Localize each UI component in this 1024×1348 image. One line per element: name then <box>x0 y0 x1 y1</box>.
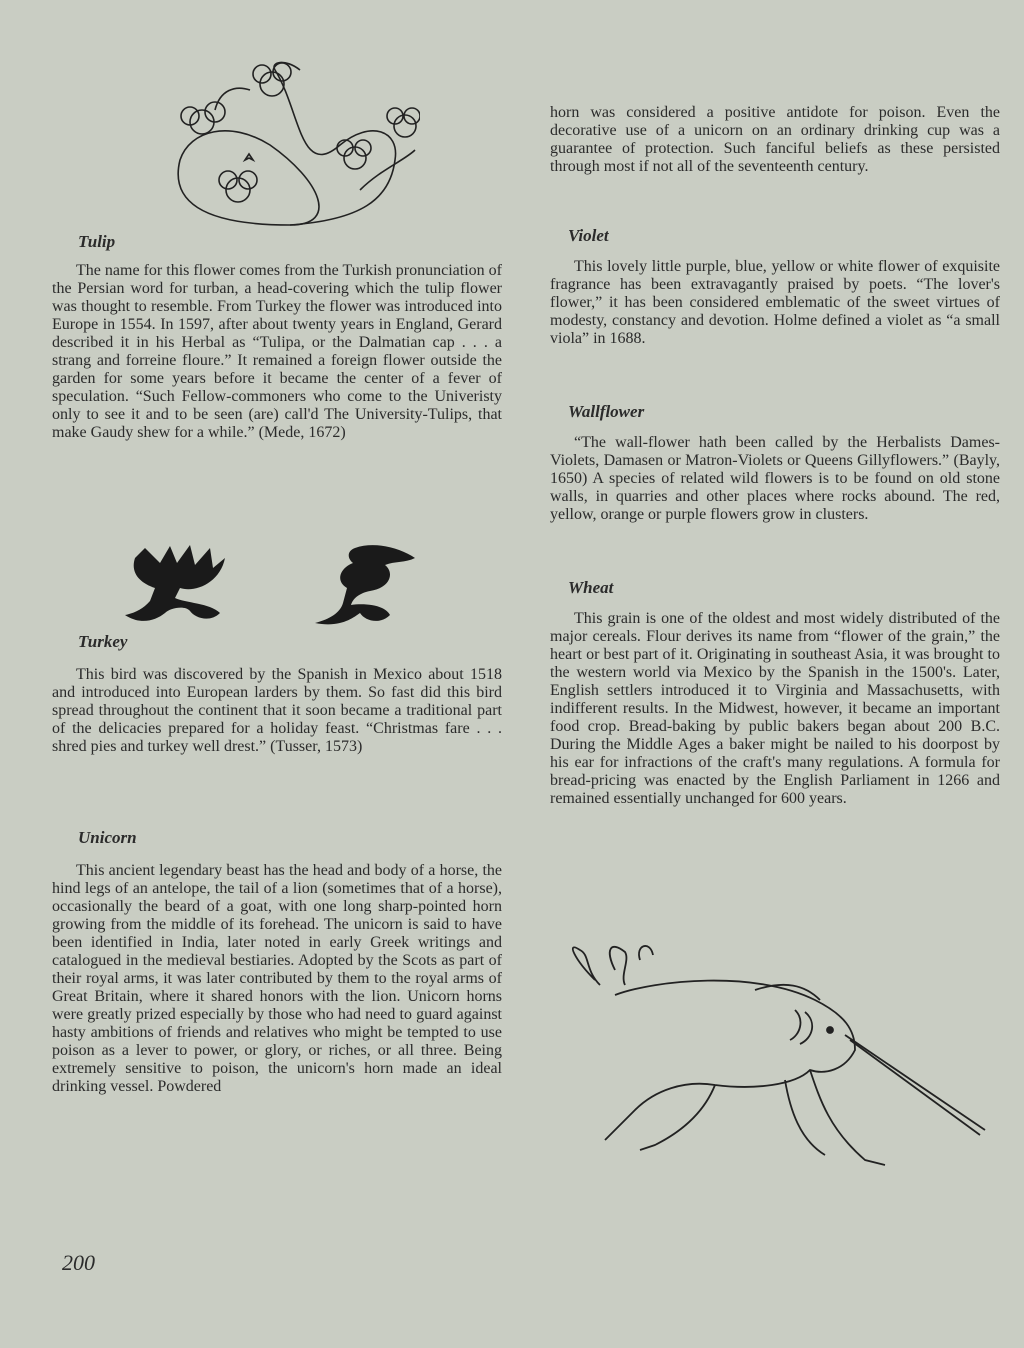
unicorn-body: This ancient legendary beast has the head and body of a horse, the hind legs of an antelope, the tail of a lion (sometimes that of a horse), occasionally the beard of a goat, with one long sharp-pointed horn growing from the middle of its forehead. The unicorn is said to have been identified in India, later noted in early Greek writings and catalogued in the medieval bestiaries. Adopted by the Scots as part of their royal arms, it was later contributed by them to the royal arms of Great Britain, where it shared honors with the lion. Unicorn horns were greatly prized especially by those who had need to guard against hasty ambitions of friends and relatives who might be tempted to use poison as a lever to power, or glory, or riches, or all three. Being extremely sensitive to poison, the unicorn's horn made an ideal drinking vessel. Powdered <box>52 862 502 1095</box>
unicorn-drawing-icon <box>555 940 995 1180</box>
page-number: 200 <box>62 1250 95 1275</box>
violet-body: This lovely little purple, blue, yellow or white flower of exquisite fragrance has been extravagantly praised by poets. “The lover's flower,” it has been considered emblematic of the sweet virtues of modesty, constancy and devotion. Holme defined a violet as “a small viola” in 1688. <box>550 258 1000 347</box>
wallflower-heading: Wallflower <box>568 402 645 421</box>
turkey-ornament-icon <box>115 543 435 633</box>
wheat-body: This grain is one of the oldest and most widely distributed of the major cereals. Flour derives its name from “flower of the grain,” the heart or best part of it. Originating in southeast Asia, it was brought to the western world via Mexico by the Spanish in the 1500's. Later, English settlers introduced it to Virginia and Massachusetts, with indifferent results. In the Midwest, however, it became an important food crop. Bread-baking by public bakers began about 200 B.C. During the Middle Ages a baker might be nailed to his doorpost by his ear for infractions of the craft's many regulations. A formula for bread-pricing was enacted by the English Parliament in 1266 and remained essentially unchanged for 600 years. <box>550 610 1000 807</box>
tulip-heading: Tulip <box>78 232 116 251</box>
violet-heading: Violet <box>568 226 609 245</box>
tulip-body: The name for this flower comes from the Turkish pronunciation of the Persian word for turban, a head-covering which the tulip flower was thought to resemble. From Turkey the flower was introduced into Europe in 1554. In 1597, after about twenty years in England, Gerard described it in his Herbal as “Tulipa, or the Dalmatian cap . . . a strang and forreine floure.” It remained a foreign flower outside the garden for some years before it became the center of a fever of speculation. “Such Fellow-commoners who come to the Univeristy only to see it and to be seen (are) call'd The University-Tulips, that make Gaudy shew for a while.” (Mede, 1672) <box>52 262 502 441</box>
turkey-heading: Turkey <box>78 632 128 651</box>
tulip-vine-icon <box>160 50 420 230</box>
wheat-heading: Wheat <box>568 578 614 597</box>
turkey-body: This bird was discovered by the Spanish in Mexico about 1518 and introduced into European larders by them. So fast did this bird spread throughout the continent that it soon became a traditional part of the delicacies prepared for a holiday feast. “Christmas fare . . . shred pies and turkey well drest.” (Tusser, 1573) <box>52 666 502 755</box>
wallflower-body: “The wall-flower hath been called by the Herbalists Dames-Violets, Damasen or Matron-Violets or Queens Gillyflowers.” (Bayly, 1650) A species of related wild flowers is to be found on old stone walls, in quarries and other places where rocks abound. The red, yellow, orange or purple flowers grow in clusters. <box>550 434 1000 523</box>
unicorn-heading: Unicorn <box>78 828 137 847</box>
unicorn-continued: horn was considered a positive antidote for poison. Even the decorative use of a unicorn on an ordinary drinking cup was a guarantee of protection. Such fanciful beliefs as these persisted through most if not all of the seventeenth century. <box>550 104 1000 175</box>
